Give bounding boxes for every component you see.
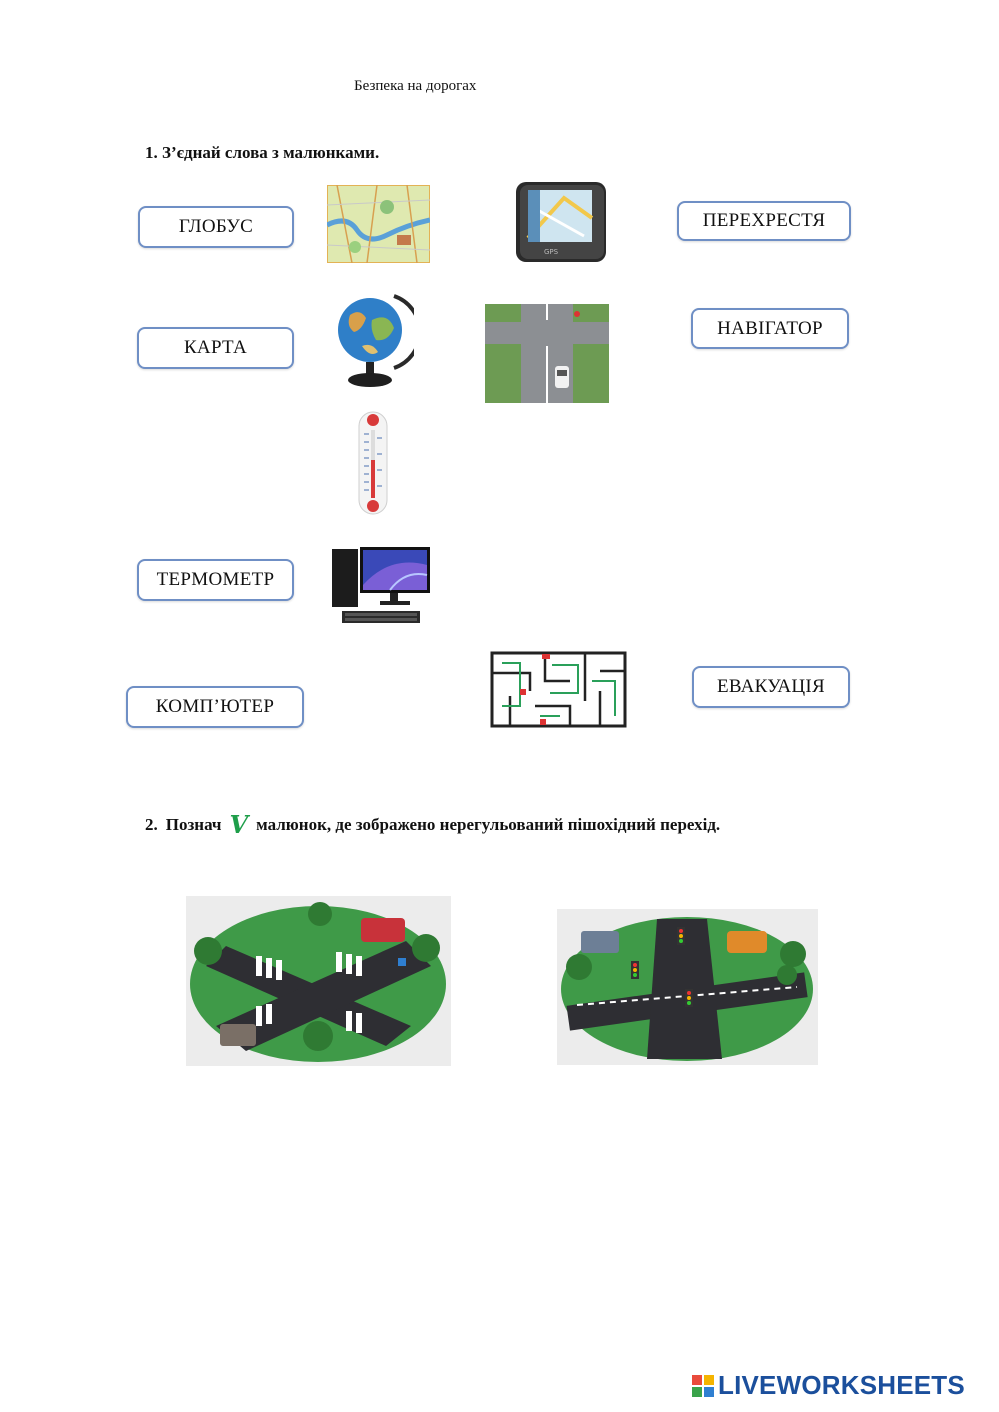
checkmark-icon: V [229, 810, 249, 839]
map-picture[interactable] [327, 185, 430, 263]
word-globus-box[interactable]: ГЛОБУС [138, 206, 294, 248]
word-navihator-box[interactable]: НАВІГАТОР [691, 308, 849, 349]
task2-number: 2. [145, 815, 158, 834]
svg-text:GPS: GPS [544, 248, 559, 256]
crossroads-picture[interactable] [485, 304, 609, 403]
task2-heading [145, 810, 721, 839]
gps-navigator-picture[interactable] [514, 178, 610, 266]
brand-name: LIVEWORKSHEETS [718, 1370, 965, 1400]
brand-icon [692, 1375, 714, 1397]
word-termometr-box[interactable]: ТЕРМОМЕТР [137, 559, 294, 601]
globe-picture[interactable] [332, 290, 414, 390]
task2-text-after: малюнок, де зображено нерегульований пішохідний перехід. [256, 815, 721, 834]
word-karta-box[interactable]: КАРТА [137, 327, 294, 369]
task2-text-before: Познач [165, 815, 222, 834]
regulated-crossing-picture[interactable] [557, 909, 818, 1065]
word-kompiuter-box[interactable]: КОМП’ЮТЕР [126, 686, 304, 728]
thermometer-picture[interactable] [356, 410, 390, 516]
word-perekhrestia-box[interactable]: ПЕРЕХРЕСТЯ [677, 201, 851, 241]
page-title: Безпека на дорогах [354, 78, 477, 94]
task1-heading: 1. З’єднай слова з малюнками. [145, 143, 380, 162]
word-evakuatsiia-box[interactable]: ЕВАКУАЦІЯ [692, 666, 850, 708]
unregulated-crossing-picture[interactable] [186, 896, 451, 1066]
brand-logo [692, 1370, 965, 1401]
evacuation-plan-picture[interactable] [490, 651, 627, 728]
computer-picture[interactable] [330, 545, 432, 627]
